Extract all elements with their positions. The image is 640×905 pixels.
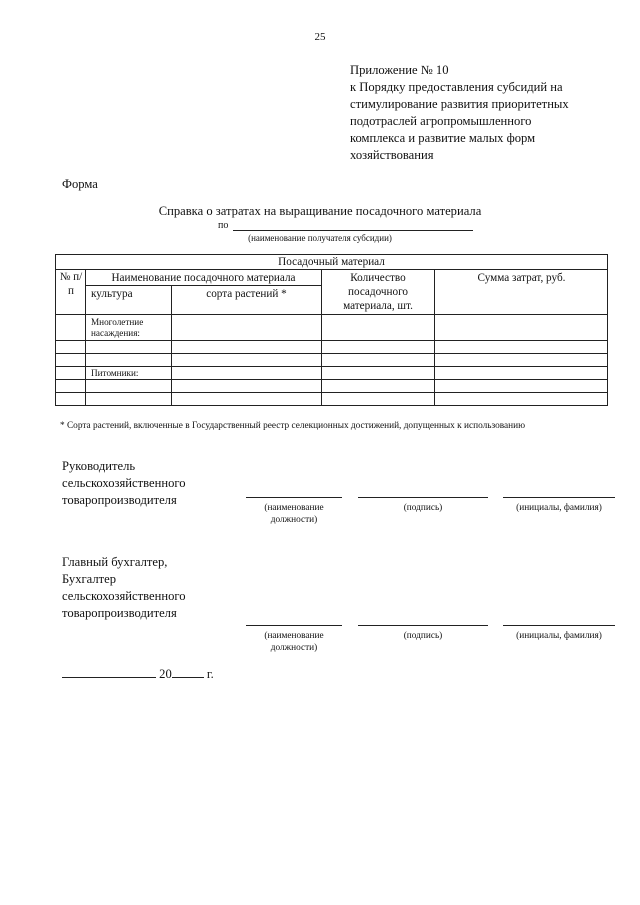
row-nursery-label: Питомники: <box>91 368 139 378</box>
date-line <box>62 667 214 682</box>
header-planting-material: Посадочный материал <box>278 256 385 268</box>
label-line: товаропроизводителя <box>62 493 177 507</box>
header-quantity: Количество посадочного материала, шт. <box>343 272 413 312</box>
label-line: сельскохозяйственного <box>62 589 186 603</box>
position-blank-line <box>246 625 342 626</box>
signature-label-accountant <box>62 554 186 622</box>
caption-position: (наименование должности) <box>264 503 324 525</box>
signature-blank-line <box>358 625 488 626</box>
appendix-line: Приложение № 10 <box>350 63 449 77</box>
recipient-field <box>218 220 473 231</box>
caption-initials: (инициалы, фамилия) <box>516 631 602 641</box>
label-line: товаропроизводителя <box>62 606 177 620</box>
signature-label-head <box>62 458 186 509</box>
year-prefix: 20 <box>159 667 172 681</box>
day-month-blank <box>62 667 156 678</box>
header-culture: культура <box>91 288 133 300</box>
label-line: сельскохозяйственного <box>62 476 186 490</box>
name-blank-line <box>503 625 615 626</box>
name-blank-line <box>503 497 615 498</box>
recipient-caption: (наименование получателя субсидии) <box>248 233 392 243</box>
appendix-line: стимулирование развития приоритетных <box>350 97 569 111</box>
row-perennial-label: Многолетние насаждения: <box>91 317 144 338</box>
position-blank-line <box>246 497 342 498</box>
document-title: Справка о затратах на выращивание посадочного материала <box>158 204 482 218</box>
appendix-line: к Порядку предоставления субсидий на <box>350 80 563 94</box>
caption-signature: (подпись) <box>403 631 443 641</box>
caption-signature: (подпись) <box>403 503 443 513</box>
footnote: * Сорта растений, включенные в Государственный реестр селекционных достижений, допущенных к использованию <box>60 421 526 431</box>
caption-initials: (инициалы, фамилия) <box>516 503 602 513</box>
page-number: 25 <box>314 31 326 43</box>
appendix-line: хозяйствования <box>350 148 434 162</box>
appendix-header <box>350 62 620 164</box>
header-variety: сорта растений * <box>206 288 287 300</box>
po-label: по <box>218 220 229 231</box>
header-row-number: № п/п <box>59 271 83 297</box>
signature-blank-line <box>358 497 488 498</box>
form-label: Форма <box>62 177 98 191</box>
appendix-line: комплекса и развитие малых форм <box>350 131 536 145</box>
label-line: Бухгалтер <box>62 572 117 586</box>
recipient-blank-line <box>233 221 473 231</box>
appendix-line: подотраслей агропромышленного <box>350 114 532 128</box>
header-name-group: Наименование посадочного материала <box>111 272 296 284</box>
year-blank <box>172 667 204 678</box>
label-line: Главный бухгалтер, <box>62 555 168 569</box>
year-suffix: г. <box>206 667 214 681</box>
cost-table <box>55 254 608 406</box>
header-sum: Сумма затрат, руб. <box>477 272 566 284</box>
label-line: Руководитель <box>62 459 136 473</box>
caption-position: (наименование должности) <box>264 631 324 653</box>
